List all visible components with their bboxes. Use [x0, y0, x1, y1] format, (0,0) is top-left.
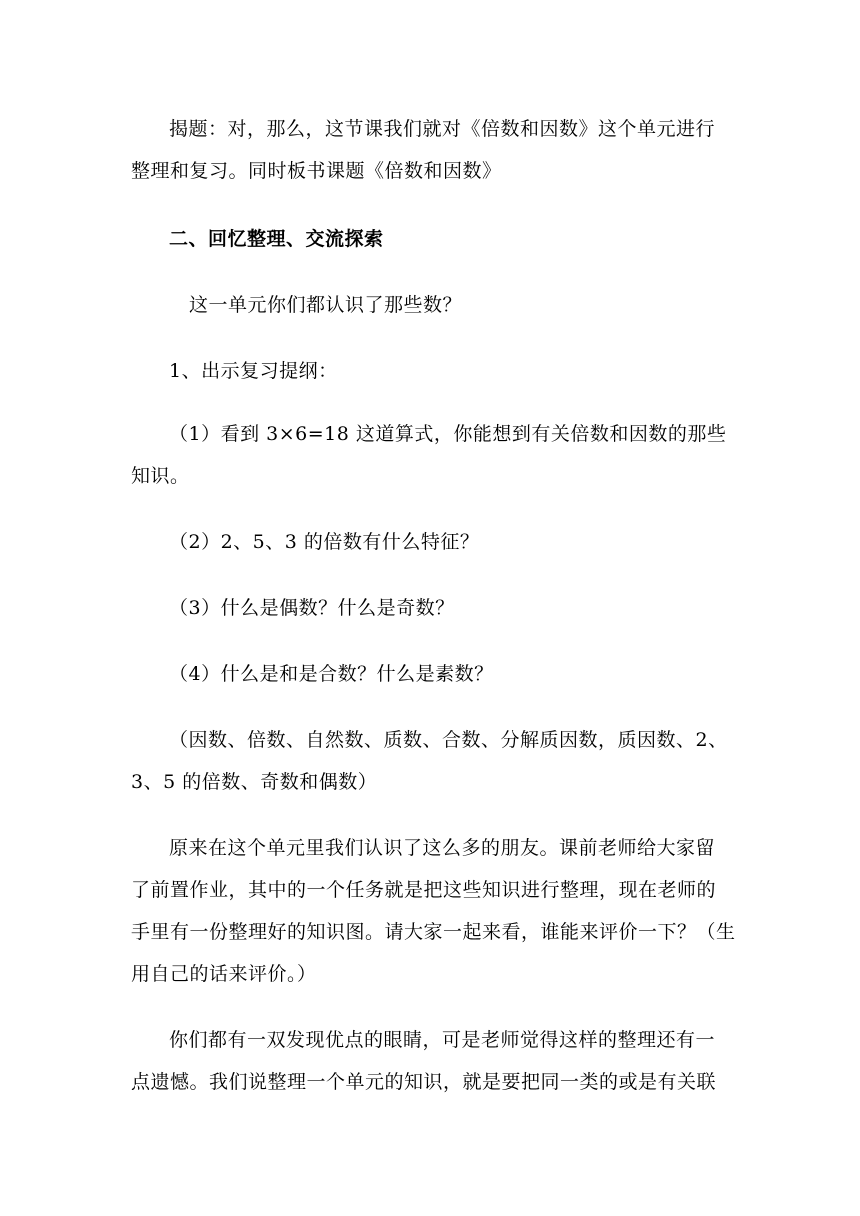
outline-item-4: [131, 653, 731, 695]
paragraph-topic-list: [131, 719, 731, 803]
paragraph-eyes: [131, 1019, 731, 1103]
paragraph-line: 原来在这个单元里我们认识了这么多的朋友。课前老师给大家留: [169, 837, 716, 859]
paragraph-line: 揭题：对，那么，这节课我们就对《倍数和因数》这个单元进行: [169, 118, 716, 140]
paragraph-line: 知识。: [131, 465, 190, 487]
outline-item-3: [131, 587, 731, 629]
outline-item-2: [131, 521, 731, 563]
outline-item-1: [131, 413, 731, 497]
paragraph-line: 用自己的话来评价。）: [131, 963, 317, 985]
section-heading: [131, 218, 731, 260]
paragraph-line: （4）什么是和是合数？什么是素数？: [169, 663, 494, 685]
paragraph-line: （3）什么是偶数？什么是奇数？: [169, 597, 455, 619]
paragraph-line: （1）看到 3×6=18 这道算式，你能想到有关倍数和因数的那些: [169, 423, 727, 445]
heading-text: 二、回忆整理、交流探索: [169, 228, 384, 250]
paragraph-line: 了前置作业，其中的一个任务就是把这些知识进行整理，现在老师的: [131, 879, 717, 901]
paragraph-outline-title: [131, 350, 731, 392]
paragraph-intro: [131, 108, 731, 192]
paragraph-line: 整理和复习。同时板书课题《倍数和因数》: [131, 160, 502, 182]
paragraph-line: 手里有一份整理好的知识图。请大家一起来看，谁能来评价一下？（生: [131, 921, 736, 943]
paragraph-line: 你们都有一双发现优点的眼睛，可是老师觉得这样的整理还有一: [169, 1029, 716, 1051]
paragraph-line: （因数、倍数、自然数、质数、合数、分解质因数，质因数、2、: [169, 729, 728, 751]
paragraph-line: （2）2、5、3 的倍数有什么特征？: [169, 531, 480, 553]
paragraph-question: [131, 284, 731, 326]
paragraph-line: 3、5 的倍数、奇数和偶数）: [131, 771, 378, 793]
paragraph-line: 点遗憾。我们说整理一个单元的知识，就是要把同一类的或是有关联: [131, 1071, 717, 1093]
paragraph-line: 这一单元你们都认识了那些数？: [189, 294, 463, 316]
paragraph-friends: [131, 827, 736, 995]
paragraph-line: 1、出示复习提纲：: [169, 360, 338, 382]
